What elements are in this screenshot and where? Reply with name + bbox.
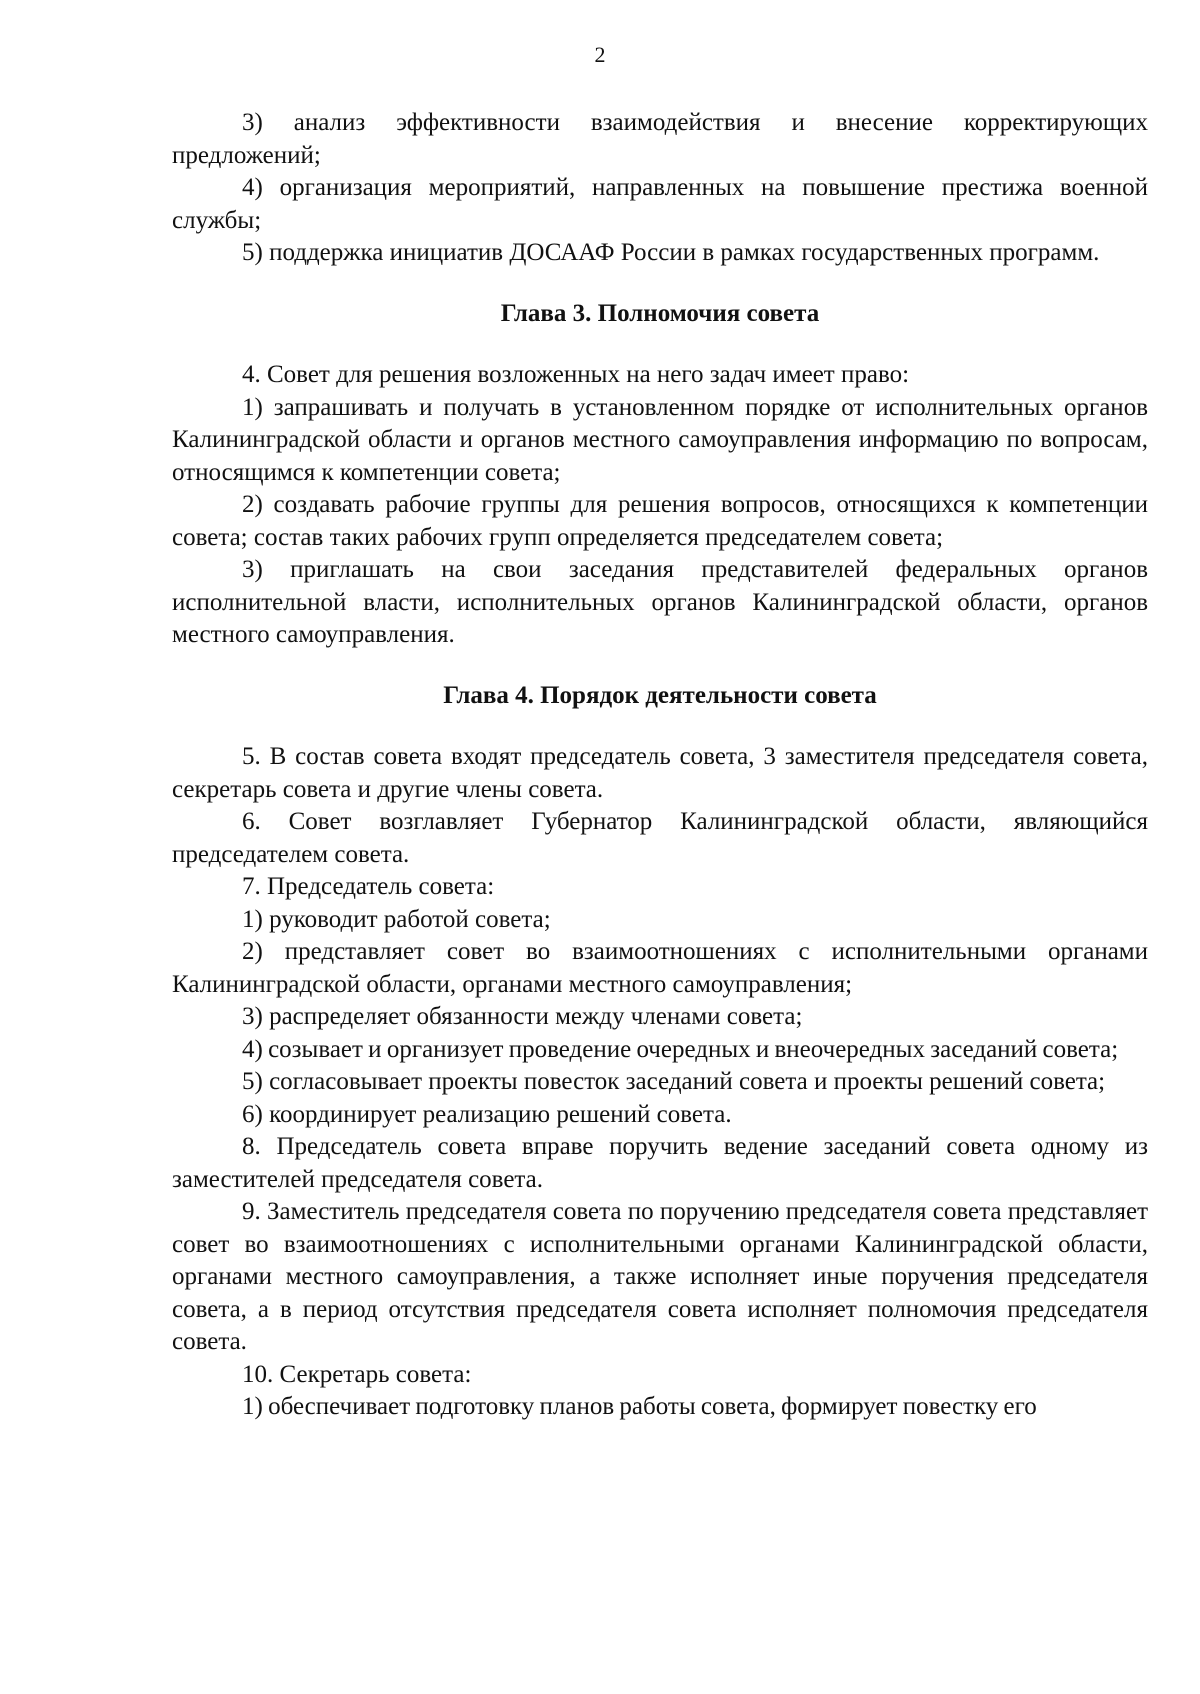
paragraph-10: 10. Секретарь совета: [242, 1360, 472, 1388]
paragraph-8: 8. Председатель совета вправе поручить ведение заседаний совета одному из заместителей председателя совета. [172, 1133, 1148, 1193]
paragraph-7-item-6: 6) координирует реализацию решений совета. [242, 1100, 732, 1128]
paragraph-4: 4. Совет для решения возложенных на него задач имеет право: [242, 361, 910, 388]
paragraph-4-item-3: 3) приглашать на свои заседания представителей федеральных органов исполнительной власти, исполнительных органов Калининградской области, органов местного самоуправления. [172, 556, 1148, 648]
document-body [172, 107, 1148, 1424]
paragraph-7-item-4: 4) созывает и организует проведение очередных и внеочередных заседаний совета; [242, 1035, 1119, 1063]
list-item-3: 3) анализ эффективности взаимодействия и внесение корректирующих предложений; [172, 109, 1148, 169]
list-item-4: 4) организация мероприятий, направленных на повышение престижа военной службы; [172, 174, 1148, 234]
list-item-5: 5) поддержка инициатив ДОСААФ России в рамках государственных программ. [242, 239, 1100, 266]
paragraph-6: 6. Совет возглавляет Губернатор Калининградской области, являющийся председателем совета. [172, 808, 1148, 868]
chapter-3-heading: Глава 3. Полномочия совета [500, 299, 820, 327]
paragraph-7-item-5: 5) согласовывает проекты повесток заседаний совета и проекты решений совета; [242, 1068, 1106, 1095]
chapter-4-heading: Глава 4. Порядок деятельности совета [443, 681, 877, 709]
page-number: 2 [594, 42, 606, 67]
paragraph-5: 5. В состав совета входят председатель совета, 3 заместителя председателя совета, секретарь совета и другие члены совета. [172, 743, 1148, 803]
chapter-3-section [172, 359, 1148, 652]
paragraph-7-item-3: 3) распределяет обязанности между членами совета; [242, 1003, 803, 1030]
paragraph-4-item-2: 2) создавать рабочие группы для решения вопросов, относящихся к компетенции совета; состав таких рабочих групп определяется председателем совета; [172, 491, 1148, 551]
paragraph-7-item-1: 1) руководит работой совета; [242, 905, 551, 933]
chapter-4-section [172, 741, 1148, 1424]
list-continuation [172, 107, 1148, 270]
paragraph-9: 9. Заместитель председателя совета по поручению председателя совета представляет совет во взаимоотношениях с исполнительными органами Калининградской области, органами местного самоуправления, а также исполняет иные поручения председателя совета, а в период отсутствия председателя совета исполняет полномочия председателя совета. [172, 1198, 1148, 1355]
paragraph-7-item-2: 2) представляет совет во взаимоотношениях с исполнительными органами Калининградской области, органами местного самоуправления; [172, 938, 1148, 998]
paragraph-7: 7. Председатель совета: [242, 873, 495, 900]
paragraph-10-item-1: 1) обеспечивает подготовку планов работы совета, формирует повестку его [242, 1393, 1037, 1420]
paragraph-4-item-1: 1) запрашивать и получать в установленном порядке от исполнительных органов Калининградской области и органов местного самоуправления информацию по вопросам, относящимся к компетенции совета; [172, 393, 1148, 486]
